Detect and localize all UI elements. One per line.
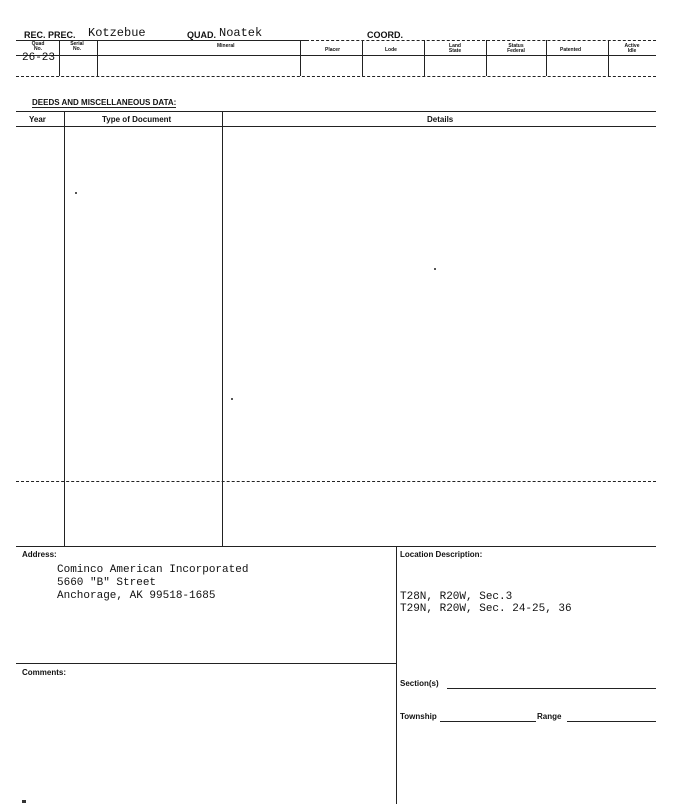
scan-speck xyxy=(434,268,436,270)
address-line: Anchorage, AK 99518-1685 xyxy=(57,590,216,602)
address-line: 5660 "B" Street xyxy=(57,577,157,589)
lower-panel-divider xyxy=(396,546,397,804)
location-description-label: Location Description: xyxy=(400,550,483,559)
header-rule-dashed xyxy=(306,40,656,41)
deeds-dashed-rule xyxy=(16,481,656,482)
scan-speck xyxy=(22,800,26,803)
deeds-bottom-rule xyxy=(16,546,656,547)
col-header-patented: Patented xyxy=(560,47,582,53)
quad-no-value: 26-23 xyxy=(22,52,56,64)
deeds-header-rule xyxy=(16,126,656,127)
township-label: Township xyxy=(400,712,437,721)
rec-prec-value: Kotzebue xyxy=(88,26,146,40)
col-header-lode: Lode xyxy=(385,47,397,53)
range-label: Range xyxy=(537,712,562,721)
address-line: Cominco American Incorporated xyxy=(57,564,249,576)
col-header-type-of-document: Type of Document xyxy=(102,115,172,124)
col-header-placer: Placer xyxy=(325,47,341,53)
sections-field-line xyxy=(447,688,656,689)
rec-prec-label: REC. PREC. xyxy=(24,30,76,40)
claim-table-bottom-rule xyxy=(16,76,656,77)
quad-value: Noatek xyxy=(219,26,263,40)
col-header-quad-no: Quad No. xyxy=(31,41,45,52)
quad-label: QUAD. xyxy=(187,30,216,40)
scan-speck xyxy=(231,398,233,400)
comments-label: Comments: xyxy=(22,668,67,677)
township-field-line xyxy=(440,721,536,722)
coord-label: COORD. xyxy=(367,30,403,40)
claim-col-divider xyxy=(546,40,547,76)
comments-top-rule xyxy=(16,663,396,664)
col-header-mineral: Mineral xyxy=(217,43,235,49)
col-header-serial-no: Serial No. xyxy=(70,41,84,52)
claim-col-divider xyxy=(424,40,425,76)
range-field-line xyxy=(567,721,656,722)
location-line: T29N, R20W, Sec. 24-25, 36 xyxy=(400,603,572,615)
claim-col-divider xyxy=(486,40,487,76)
col-header-status-federal: Status Federal xyxy=(507,43,525,54)
scan-speck xyxy=(75,192,77,194)
claim-table-header-rule xyxy=(16,55,656,56)
claim-col-divider xyxy=(300,40,301,76)
deeds-top-rule xyxy=(16,111,656,112)
location-line: T28N, R20W, Sec.3 xyxy=(400,591,513,603)
sections-label: Section(s) xyxy=(400,679,439,688)
col-header-active-idle: Active Idle xyxy=(624,43,640,54)
col-header-land-state: Land State xyxy=(448,43,462,54)
col-header-year: Year xyxy=(29,115,46,124)
deeds-section-title: DEEDS AND MISCELLANEOUS DATA: xyxy=(32,98,177,107)
claim-col-divider xyxy=(97,40,98,76)
claim-col-divider xyxy=(362,40,363,76)
claim-col-divider xyxy=(608,40,609,76)
address-label: Address: xyxy=(22,550,57,559)
col-header-details: Details xyxy=(427,115,454,124)
